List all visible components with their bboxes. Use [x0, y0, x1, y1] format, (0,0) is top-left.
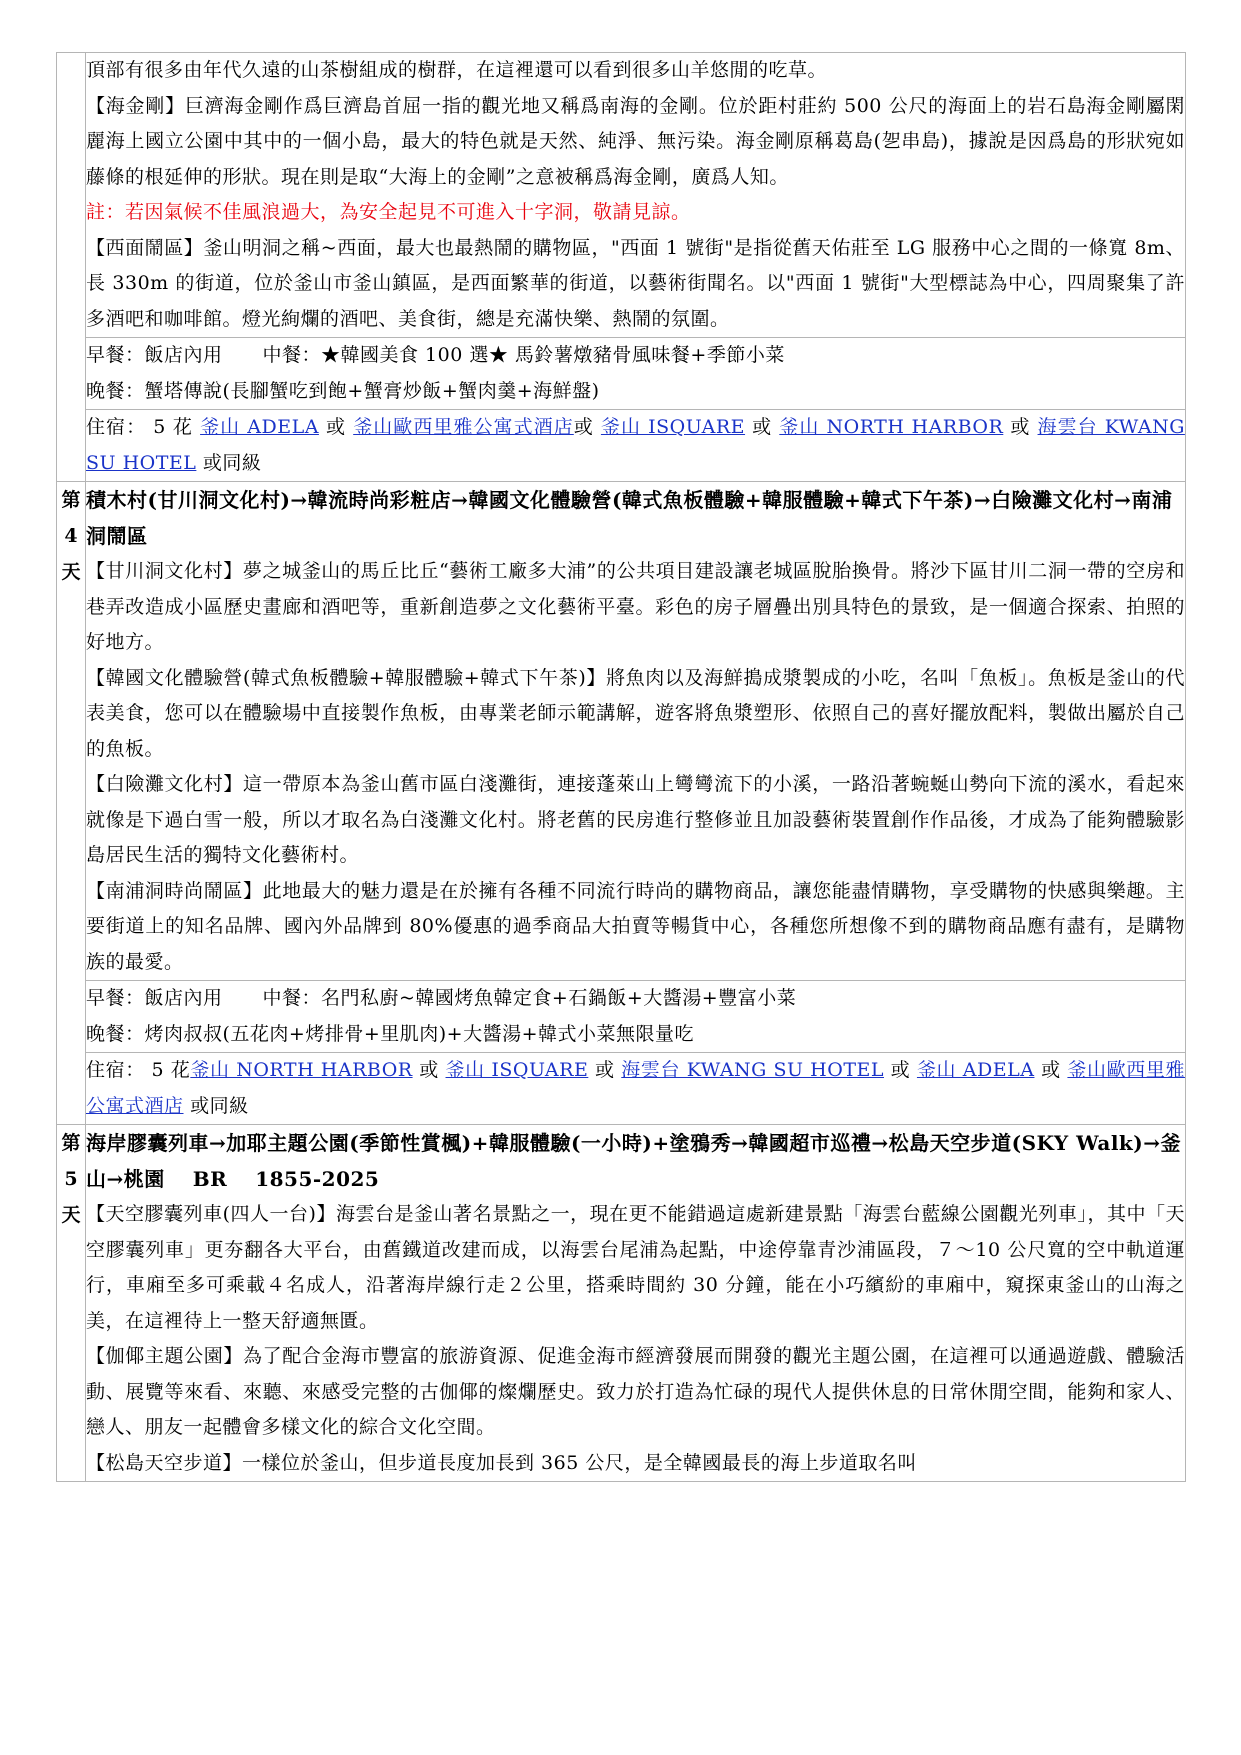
or-same-text: 或同級	[190, 1094, 249, 1117]
day-label-char: 天	[61, 1204, 81, 1226]
stay-prefix: 住宿： 5 花	[86, 1059, 191, 1081]
day4-hotel-cell	[86, 1053, 1186, 1125]
day4-label-cell	[57, 482, 86, 1125]
breakfast-text: 早餐：飯店內用	[86, 987, 223, 1009]
paragraph-capsule-train: 【天空膠囊列車(四人一台)】海雲台是釜山著名景點之一，現在更不能錯過這處新建景點「海雲台藍線公園觀光列車」，其中「天空膠囊列車」更夯翻各大平台，由舊鐵道改建而成，以海雲台尾浦為起點，中途停靠青沙浦區段，７～10 公尺寬的空中軌道運行，車廂至多可乘載４名成人，沿著海岸線行走２公里，搭乘時間約 30 分鐘，能在小巧繽紛的車廂中，窺探東釜山的山海之美，在這裡待上一整天舒適無匱。	[86, 1203, 1185, 1332]
or-text: 或	[890, 1059, 911, 1081]
or-text: 或	[1041, 1059, 1061, 1081]
or-same-text: 或同級	[202, 451, 262, 474]
lunch-text: 中餐：★韓國美食 100 選★ 馬鈴薯燉豬骨風味餐+季節小菜	[262, 344, 785, 366]
hotel-link-kwangsu[interactable]: 海雲台 KWANG SU HOTEL	[621, 1059, 884, 1081]
day3-attractions-cell	[86, 53, 1186, 338]
paragraph-songdo-skywalk: 【松島天空步道】一樣位於釜山，但步道長度加長到 365 公尺，是全韓國最長的海上步道取名叫	[86, 1451, 917, 1474]
day-label-char: 天	[61, 561, 81, 583]
breakfast-text: 早餐：飯店內用	[86, 344, 223, 366]
day3-label-cell	[57, 53, 86, 482]
itinerary-table	[56, 52, 1186, 1482]
day5-attractions-cell	[86, 1125, 1186, 1482]
day5-route-title: 海岸膠囊列車→加耶主題公園(季節性賞楓)+韓服體驗(一小時)+塗鴉秀→韓國超市巡禮→松島天空步道(SKY Walk)→釜山→桃園 BR 1855-2025	[86, 1131, 1181, 1191]
paragraph-nampo: 【南浦洞時尚鬧區】此地最大的魅力還是在於擁有各種不同流行時尚的購物商品，讓您能盡情購物，享受購物的快感與樂趣。主要街道上的知名品牌、國內外品牌到 80%優惠的過季商品大拍賣等暢貨中心，各種您所想像不到的購物商品應有盡有，是購物族的最愛。	[86, 879, 1185, 973]
stay-prefix: 住宿： 5 花	[86, 416, 193, 438]
day3-hotel-cell	[86, 410, 1186, 482]
day-label-char: 第	[61, 1132, 81, 1154]
day-number: 4	[64, 525, 78, 547]
or-text: 或	[326, 416, 347, 438]
day3-meals-cell	[86, 338, 1186, 410]
hotel-link-isquare[interactable]: 釜山 ISQUARE	[600, 416, 746, 438]
day4-route-title: 積木村(甘川洞文化村)→韓流時尚彩粧店→韓國文化體驗營(韓式魚板體驗+韓服體驗+韓式下午茶)→白險灘文化村→南浦洞鬧區	[86, 488, 1173, 548]
day3-row-attractions	[57, 53, 1186, 338]
dinner-text: 晚餐：蟹塔傳說(長腳蟹吃到飽+蟹膏炒飯+蟹肉羹+海鮮盤)	[86, 379, 600, 402]
or-text: 或	[573, 416, 594, 438]
paragraph-gamcheon: 【甘川洞文化村】夢之城釜山的馬丘比丘“藝術工廠多大浦”的公共項目建設讓老城區脫胎換骨。將沙下區甘川二洞一帶的空房和巷弄改造成小區歷史畫廊和酒吧等，重新創造夢之文化藝術平臺。彩色的房子層疊出別具特色的景致，是一個適合探索、拍照的好地方。	[86, 560, 1185, 653]
hotel-link-isquare[interactable]: 釜山 ISQUARE	[445, 1059, 589, 1081]
hotel-line	[86, 410, 1185, 481]
hotel-link-adela[interactable]: 釜山 ADELA	[200, 416, 319, 438]
day4-attractions-cell	[86, 482, 1186, 981]
dinner-text: 晚餐：烤肉叔叔(五花肉+烤排骨+里肌肉)+大醬湯+韓式小菜無限量吃	[86, 1022, 695, 1045]
hotel-link-oseria[interactable]: 釜山歐西里雅公寓式酒店	[86, 1059, 1185, 1117]
hotel-link-oseria[interactable]: 釜山歐西里雅公寓式酒店	[353, 416, 574, 438]
paragraph-culture-camp: 【韓國文化體驗營(韓式魚板體驗+韓服體驗+韓式下午茶)】將魚肉以及海鮮搗成漿製成的小吃，名叫「魚板」。魚板是釜山的代表美食，您可以在體驗場中直接製作魚板，由專業老師示範講解，遊客將魚漿塑形、依照自己的喜好擺放配料，製做出屬於自己的魚板。	[86, 666, 1185, 760]
weather-note: 註：若因氣候不佳風浪過大，為安全起見不可進入十字洞，敬請見諒。	[86, 201, 691, 223]
day5-row-attractions	[57, 1125, 1186, 1482]
day4-row-hotel	[57, 1053, 1186, 1125]
or-text: 或	[752, 416, 773, 438]
day4-meals-cell	[86, 981, 1186, 1053]
day3-row-hotel	[57, 410, 1186, 482]
paragraph-haegeumgang: 【海金剛】巨濟海金剛作爲巨濟島首屈一指的觀光地又稱爲南海的金剛。位於距村莊約 500 公尺的海面上的岩石島海金剛屬閑麗海上國立公園中其中的一個小島，最大的特色就是天然、純淨、無污染。海金剛原稱葛島(乫串島)，據說是因爲島的形狀宛如藤條的根延伸的形狀。現在則是取“大海上的金剛”之意被稱爲海金剛，廣爲人知。	[86, 94, 1185, 188]
paragraph-seomyeon: 【西面鬧區】釜山明洞之稱~西面，最大也最熱鬧的購物區，"西面 1 號街"是指從舊天佑莊至 LG 服務中心之間的一條寬 8m、長 330m 的街道，位於釜山市釜山鎮區，是西面繁華的街道，以藝術街聞名。以"西面 1 號街"大型標誌為中心，四周聚集了許多酒吧和咖啡館。燈光絢爛的酒吧、美食街，總是充滿快樂、熱鬧的氛圍。	[86, 236, 1185, 330]
or-text: 或	[594, 1059, 615, 1081]
paragraph-gaya-park: 【伽倻主題公園】為了配合金海市豐富的旅游資源、促進金海市經濟發展而開發的觀光主題公園，在這裡可以通過遊戲、體驗活動、展覽等來看、來聽、來感受完整的古伽倻的燦爛歷史。致力於打造為忙碌的現代人提供休息的日常休閒空間，能夠和家人、戀人、朋友一起體會多樣文化的綜合文化空間。	[86, 1345, 1185, 1438]
meals-line-1	[86, 338, 1185, 374]
or-text: 或	[1010, 416, 1031, 438]
day4-row-attractions	[57, 482, 1186, 981]
day4-row-meals	[57, 981, 1186, 1053]
hotel-link-north-harbor[interactable]: 釜山 NORTH HARBOR	[779, 416, 1004, 438]
hotel-line	[86, 1053, 1185, 1124]
hotel-link-north-harbor[interactable]: 釜山 NORTH HARBOR	[190, 1059, 413, 1081]
or-text: 或	[419, 1059, 439, 1081]
hotel-link-adela[interactable]: 釜山 ADELA	[916, 1059, 1035, 1081]
day-label-char: 第	[61, 489, 81, 511]
paragraph-huinnyeoul: 【白險灘文化村】這一帶原本為釜山舊市區白淺灘街，連接蓬萊山上彎彎流下的小溪，一路沿著蜿蜒山勢向下流的溪水，看起來就像是下過白雪一般，所以才取名為白淺灘文化村。將老舊的民房進行整修並且加設藝術裝置創作作品後，才成為了能夠體驗影島居民生活的獨特文化藝術村。	[86, 773, 1185, 866]
paragraph-intro: 頂部有很多由年代久遠的山茶樹組成的樹群，在這裡還可以看到很多山羊悠閒的吃草。	[86, 59, 828, 81]
meals-line-1	[86, 981, 1185, 1017]
day3-row-meals	[57, 338, 1186, 410]
day-number: 5	[64, 1168, 78, 1190]
hotel-link-kwangsu[interactable]: 海雲台 KWANG SU HOTEL	[86, 416, 1185, 474]
lunch-text: 中餐：名門私廚~韓國烤魚韓定食+石鍋飯+大醬湯+豐富小菜	[262, 987, 797, 1009]
day5-label-cell	[57, 1125, 86, 1482]
